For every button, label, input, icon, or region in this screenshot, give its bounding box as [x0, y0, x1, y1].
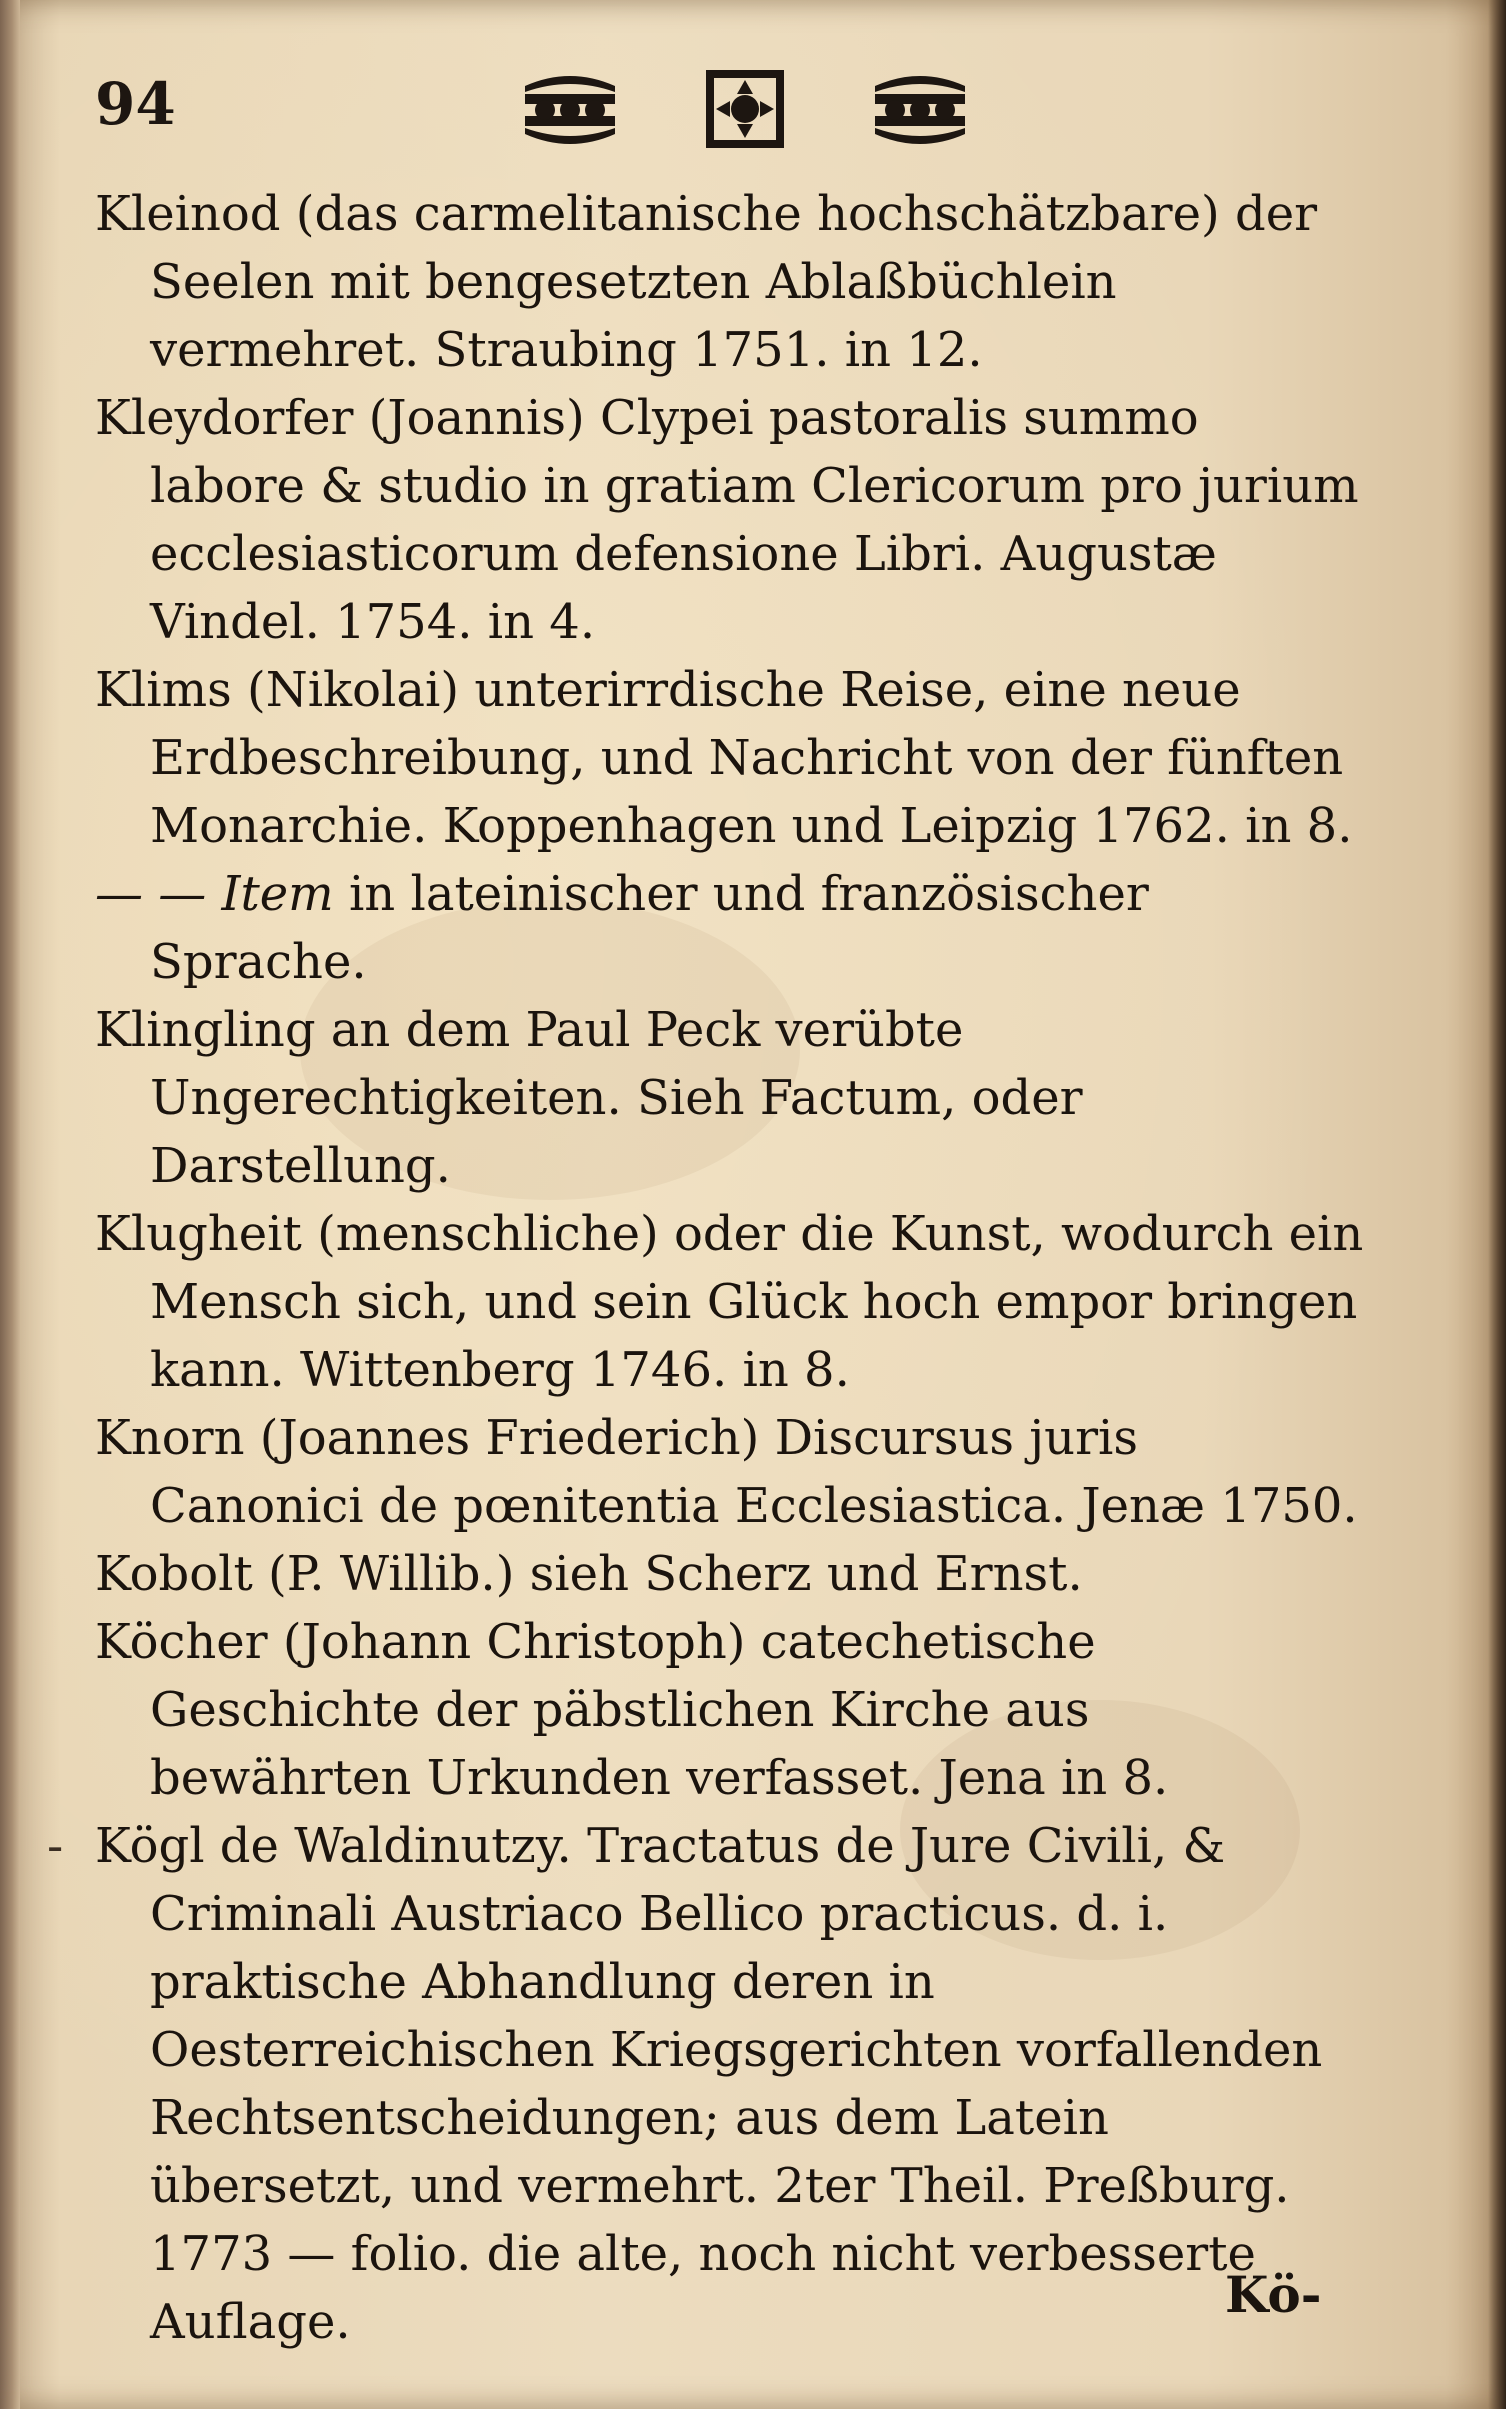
entry-knorn: Knorn (Joannes Friederich) Discursus juris Canonici de pœnitentia Ecclesiastica. Jenæ 1750. — [95, 1410, 1358, 1534]
bibliography-entries — [47, 180, 1365, 2356]
entry-klims: Klims (Nikolai) unterirrdische Reise, eine neue Erdbeschreibung, und Nachricht von der fünften Monarchie. Koppenhagen und Leipzig 1762. in 8. — [95, 662, 1353, 854]
margin-mark: - — [47, 1818, 64, 1874]
entry-koegl-text: Kögl de Waldinutzy. Tractatus de Jure Civili, & Criminali Austriaco Bellico practicus. d. i. praktische Abhandlung deren in Oesterreichischen Kriegsgerichten vorfallenden Rechtsentscheidungen; aus dem Latein übersetzt, und vermehrt. 2ter Theil. Preßburg. 1773 — folio. die alte, noch nicht verbesserte Auflage. — [95, 1818, 1323, 2350]
entry-item — [95, 860, 1365, 996]
page-header — [95, 60, 1365, 160]
page-gutter — [0, 0, 20, 2409]
entry-item-prefix: — — Item — [95, 866, 334, 922]
entry-klugheit: Klugheit (menschliche) oder die Kunst, wodurch ein Mensch sich, und sein Glück hoch empor bringen kann. Wittenberg 1746. in 8. — [95, 1206, 1364, 1398]
entry-koegl — [47, 1812, 1365, 2356]
entry-klingling: Klingling an dem Paul Peck verübte Ungerechtigkeiten. Sieh Factum, oder Darstellung. — [95, 1002, 1083, 1194]
page-number: 94 — [95, 70, 176, 138]
page-edge — [1488, 0, 1506, 2409]
entry-kleinod: Kleinod (das carmelitanische hochschätzbare) der Seelen mit bengesetzten Ablaßbüchlein vermehret. Straubing 1751. in 12. — [95, 186, 1318, 378]
entry-item-text: in lateinischer und französischer Sprache. — [150, 866, 1149, 990]
entry-kobolt: Kobolt (P. Willib.) sieh Scherz und Ernst. — [95, 1546, 1083, 1602]
header-ornament-icon — [515, 68, 995, 148]
catchword: Kö- — [1225, 2265, 1322, 2324]
entry-kleydorfer: Kleydorfer (Joannis) Clypei pastoralis summo labore & studio in gratiam Clericorum pro jurium ecclesiasticorum defensione Libri. Augustæ Vindel. 1754. in 4. — [95, 390, 1359, 650]
entry-koecher: Köcher (Johann Christoph) catechetische Geschichte der päbstlichen Kirche aus bewährten Urkunden verfasset. Jena in 8. — [95, 1614, 1169, 1806]
